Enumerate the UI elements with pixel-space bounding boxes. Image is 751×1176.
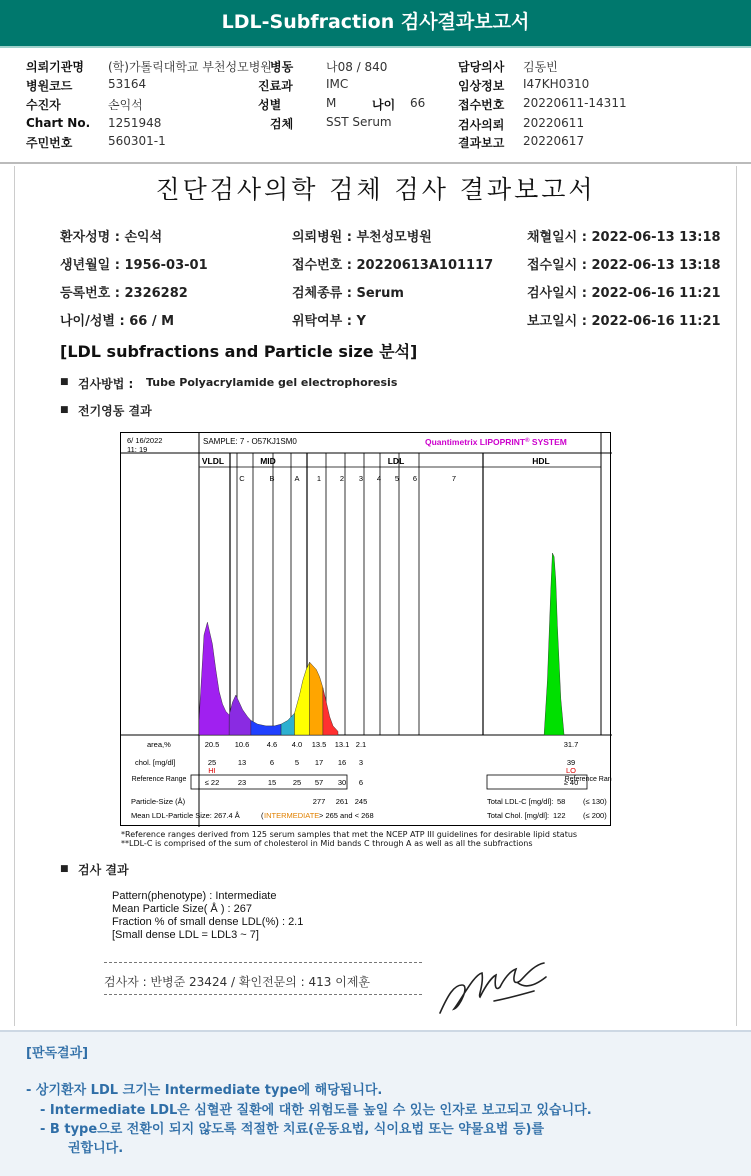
total-ldl-value: 58 <box>557 797 566 806</box>
band-label: B <box>269 474 275 483</box>
ref-value: 25 <box>292 778 302 787</box>
field: 생년월일 : 1956-03-01 <box>60 258 208 273</box>
note-2: **LDL-C is comprised of the sum of cholesterol in Mid bands C through A as well as all the subfractions <box>121 839 533 848</box>
field: 등록번호 : 2326282 <box>60 286 188 301</box>
area-value: 31.7 <box>563 740 579 749</box>
ref-value: ≤ 22 <box>204 778 220 787</box>
result-line: [Small dense LDL = LDL3 ~ 7] <box>112 929 259 941</box>
interpretation-line: - B type으로 전환이 되지 않도록 적절한 치료(운동요법, 식이요법 또는 약물요법 등)를 <box>40 1122 545 1137</box>
interpretation-line: 권합니다. <box>68 1141 124 1156</box>
interpretation-line: - Intermediate LDL은 심혈관 질환에 대한 위험도를 높일 수 있는 인자로 보고되고 있습니다. <box>40 1103 592 1118</box>
lipoprint-chart <box>120 432 611 826</box>
mean-flag: INTERMEDIATE <box>264 811 320 820</box>
row-label-area: area,% <box>147 740 171 749</box>
ref-label-right: Reference Ran <box>564 776 612 783</box>
ref-value: 57 <box>314 778 324 787</box>
hdr-label: 접수번호 <box>458 98 505 112</box>
bullet-icon: ■ <box>60 377 69 387</box>
electro-label: 전기영동 결과 <box>78 404 152 418</box>
hdr-value: 20220611 <box>523 116 585 130</box>
total-ldl-ref: (≤ 130) <box>583 797 607 806</box>
band-label: 5 <box>394 474 400 483</box>
profile-hdl <box>544 553 564 735</box>
band-label: 7 <box>451 474 457 483</box>
group-label: HDL <box>532 456 550 466</box>
lo-flag: LO <box>565 766 577 775</box>
band-label: 3 <box>358 474 364 483</box>
hdr-value: 66 <box>410 96 426 110</box>
field: 접수번호 : 20220613A101117 <box>292 258 494 273</box>
ref-value: 23 <box>237 778 247 787</box>
area-value: 4.0 <box>291 740 303 749</box>
hdr-label: 검사의뢰 <box>458 118 505 132</box>
interpretation-line: - 상기환자 LDL 크기는 Intermediate type에 해당됩니다. <box>26 1083 383 1098</box>
band-label: 4 <box>376 474 382 483</box>
hdr-label: 검체 <box>270 117 294 131</box>
mean-paren: ( <box>261 811 264 820</box>
ps-value: 277 <box>312 797 326 806</box>
hdr-value: 20220611-14311 <box>523 96 627 110</box>
area-value: 13.1 <box>334 740 350 749</box>
profile-ldl2 <box>310 662 323 735</box>
brand-tail: SYSTEM <box>529 437 567 447</box>
field: 접수일시 : 2022-06-13 13:18 <box>527 258 721 273</box>
hdr-label: Chart No. <box>26 116 91 130</box>
ps-value: 261 <box>335 797 349 806</box>
banner-title: LDL-Subfraction 검사결과보고서 <box>221 11 530 33</box>
hdr-label: 주민번호 <box>26 136 73 150</box>
total-chol-value: 122 <box>553 811 566 820</box>
hdr-label: 병원코드 <box>26 79 73 93</box>
profile-c <box>229 695 251 735</box>
sign-divider-top <box>104 962 422 963</box>
hdr-value: I47KH0310 <box>523 77 590 91</box>
hdr-label: 담당의사 <box>458 60 505 74</box>
hdr-value: 손익석 <box>108 98 143 112</box>
hdr-label: 성별 <box>258 98 282 112</box>
field: 검사일시 : 2022-06-16 11:21 <box>527 286 721 301</box>
hdr-value: 560301-1 <box>108 134 166 148</box>
area-value: 2.1 <box>355 740 367 749</box>
band-label: 6 <box>412 474 418 483</box>
hdr-value: SST Serum <box>326 115 392 129</box>
total-chol-label: Total Chol. [mg/dl]: <box>487 811 550 820</box>
hdr-value: 53164 <box>108 77 147 91</box>
band-label: A <box>294 474 300 483</box>
total-ldl-label: Total LDL-C [mg/dl]: <box>487 797 554 806</box>
profile-ldl3 <box>323 688 338 735</box>
chart-sample: SAMPLE: 7 - O57KJ1SM0 <box>203 437 297 446</box>
row-label-ps: Particle-Size (Å) <box>131 797 186 806</box>
total-chol-ref: (≤ 200) <box>583 811 607 820</box>
profile-ldl1 <box>294 662 309 735</box>
chol-value: 13 <box>237 758 247 767</box>
note-1: *Reference ranges derived from 125 serum samples that met the NCEP ATP III guidelines for desirable lipid status <box>121 830 578 839</box>
ref-value: 15 <box>267 778 277 787</box>
area-value: 10.6 <box>234 740 250 749</box>
report-title: 진단검사의학 검체 검사 결과보고서 <box>155 175 596 204</box>
field: 의뢰병원 : 부천성모병원 <box>292 230 432 245</box>
hdr-value: M <box>326 96 337 110</box>
hdr-label: 병동 <box>270 60 294 74</box>
group-label: LDL <box>387 456 405 466</box>
field: 위탁여부 : Y <box>292 314 366 329</box>
band-label: 2 <box>339 474 345 483</box>
hdr-value: 1251948 <box>108 116 162 130</box>
field: 나이/성별 : 66 / M <box>60 314 175 329</box>
mean-range: > 265 and < 268 <box>319 811 374 820</box>
field: 보고일시 : 2022-06-16 11:21 <box>527 314 721 329</box>
mean-label: Mean LDL-Particle Size: 267.4 Å <box>131 811 240 820</box>
ref-value: ≥ 40 <box>563 778 579 787</box>
ps-value: 245 <box>354 797 368 806</box>
hi-flag: HI <box>208 766 216 775</box>
lipoprint-svg <box>121 433 612 827</box>
hdr-label: 결과보고 <box>458 136 505 150</box>
chol-value: 17 <box>314 758 324 767</box>
chol-value: 5 <box>294 758 300 767</box>
header-divider <box>0 162 751 164</box>
hdr-value: (학)가톨릭대학교 부천성모병원 <box>108 60 272 74</box>
sign-divider-bottom <box>104 994 422 995</box>
chart-brand <box>425 437 567 447</box>
area-value: 13.5 <box>311 740 327 749</box>
profile-a <box>281 713 294 735</box>
result-label: 검사 결과 <box>78 863 129 877</box>
field: 검체종류 : Serum <box>292 286 404 301</box>
field: 환자성명 : 손익석 <box>60 230 163 245</box>
chol-value: 16 <box>337 758 347 767</box>
section-title: [LDL subfractions and Particle size 분석] <box>60 342 418 361</box>
hdr-label: 의뢰기관명 <box>26 60 84 74</box>
brand-reg: ® <box>525 438 530 444</box>
band-label: 1 <box>316 474 322 483</box>
brand-name: Quantimetrix LIPOPRINT <box>425 437 526 447</box>
signature-line: 검사자 : 반병준 23424 / 확인전문의 : 413 이제훈 <box>104 975 371 989</box>
ref-value: 30 <box>337 778 347 787</box>
profile-b <box>251 720 281 735</box>
interpretation-title: [판독결과] <box>26 1046 89 1061</box>
hdr-value: 김동빈 <box>523 60 558 74</box>
result-line: Mean Particle Size( Å ) : 267 <box>112 903 253 915</box>
ref-value: 6 <box>358 778 364 787</box>
hdr-value: 20220617 <box>523 134 585 148</box>
hdr-value: 나08 / 840 <box>326 60 388 74</box>
chart-time: 11: 19 <box>127 445 148 454</box>
chol-value: 3 <box>358 758 364 767</box>
area-value: 20.5 <box>204 740 220 749</box>
group-label: MID <box>260 456 276 466</box>
band-label: C <box>239 474 245 483</box>
hdr-label: 나이 <box>372 98 396 112</box>
hdr-label: 진료과 <box>258 79 293 93</box>
row-label-chol: chol. [mg/dl] <box>135 758 176 767</box>
method-label: 검사방법 : <box>78 377 134 391</box>
group-label: VLDL <box>201 456 225 466</box>
chol-value: 39 <box>566 758 576 767</box>
result-line: Fraction % of small dense LDL(%) : 2.1 <box>112 916 304 928</box>
ref-label-left: Reference Range <box>131 776 187 783</box>
hdr-value: IMC <box>326 77 349 91</box>
method-value: Tube Polyacrylamide gel electrophoresis <box>146 376 398 389</box>
chol-value: 25 <box>207 758 217 767</box>
field: 채혈일시 : 2022-06-13 13:18 <box>527 230 721 245</box>
report-banner <box>0 0 751 48</box>
chol-value: 6 <box>269 758 275 767</box>
result-line: Pattern(phenotype) : Intermediate <box>112 890 277 902</box>
footer-rule <box>0 1030 751 1032</box>
area-value: 4.6 <box>266 740 278 749</box>
hdr-label: 임상정보 <box>458 79 505 93</box>
chart-date: 6/ 16/2022 <box>127 436 163 445</box>
profile-vldl <box>199 622 229 735</box>
bullet-icon: ■ <box>60 864 69 874</box>
bullet-icon: ■ <box>60 405 69 415</box>
hdr-label: 수진자 <box>26 98 61 112</box>
banner-underline <box>0 46 751 48</box>
signature-graphic <box>434 955 564 1019</box>
